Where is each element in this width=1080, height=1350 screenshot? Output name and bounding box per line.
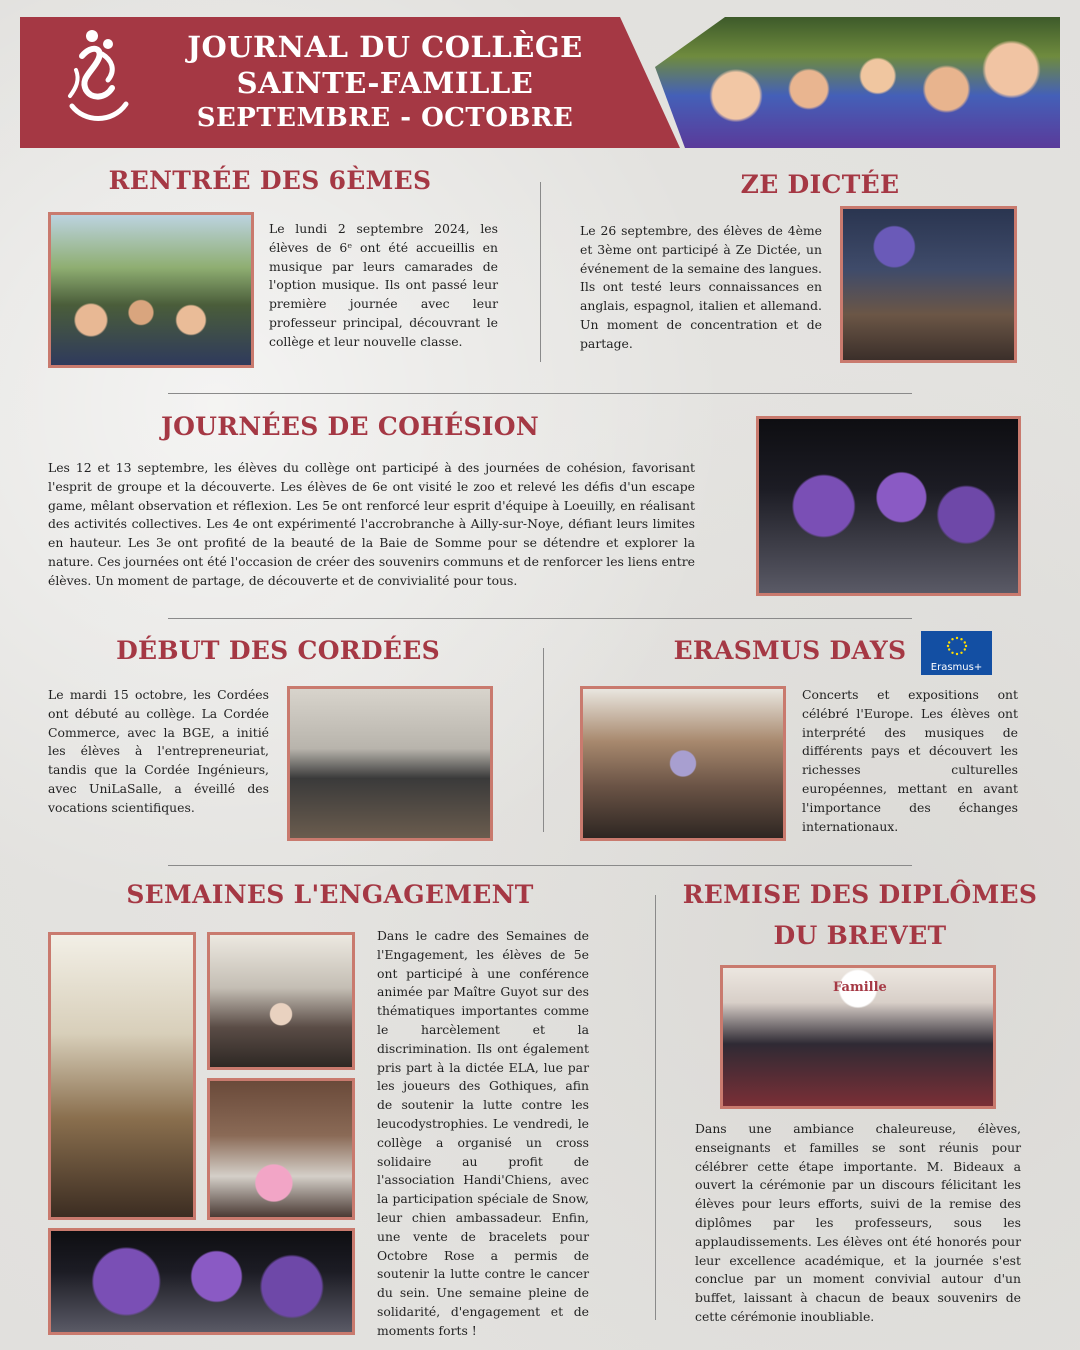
erasmus-logo-label: Erasmus+ [930,662,983,673]
divider-vertical-3 [655,895,656,1320]
section-title-brevet-line2: DU BREVET [773,921,947,950]
rentree-photo [48,212,254,368]
dictee-photo [840,206,1017,363]
engagement-photo-group [48,1228,355,1335]
engagement-text: Dans le cadre des Semaines de l'Engagement, les élèves de 5e ont participé à une conférence animée par Maître Guyot sur des thématiques importantes comme le harcèlement et la discrimination. Ils ont également pris part à la dictée ELA, lue par les joueurs des Gothiques, afin de soutenir la lutte contre les leucodystrophies. Le vendredi, le collège a organisé un cross solidaire au profit de l'association Handi'Chiens, avec la participation spéciale de Snow, leur chien ambassadeur. Enfin, une vente de bracelets pour Octobre Rose a permis de soutenir la lutte contre le cancer du sein. Une semaine pleine de solidarité, d'engagement et de moments forts ! [377,928,589,1338]
rentree-text: Le lundi 2 septembre 2024, les élèves de 6ᵉ ont été accueillis en musique par leurs camarades de l'option musique. Ils ont passé leur première journée avec leur professeur principal, découvrant le collège et leur nouvelle classe. [269,221,498,349]
dictee-text: Le 26 septembre, des élèves de 4ème et 3ème ont participé à Ze Dictée, un événement de la semaine des langues. Ils ont testé leurs connaissances en anglais, espagnol, italien et allemand. Un moment de concentration et de partage. [580,223,822,351]
engagement-photo-octobre-rose [207,1078,355,1220]
brevet-photo-banner-text: Famille [833,980,887,995]
engagement-photo-conference [48,932,196,1220]
eu-stars-icon [939,634,975,658]
school-logo-icon [62,26,134,130]
journal-title [150,17,620,148]
section-title-erasmus: ERASMUS DAYS [673,636,907,665]
section-title-dictee: ZE DICTÉE [740,170,900,199]
section-title-rentree: RENTRÉE DES 6ÈMES [108,166,432,195]
erasmus-photo [580,686,786,841]
cordees-text: Le mardi 15 octobre, les Cordées ont débuté au collège. La Cordée Commerce, avec la BGE, a initié les élèves à l'entrepreneuriat, tandis que la Cordée Ingénieurs, avec UniLaSalle, a éveillé des vocations scientifiques. [48,687,269,815]
journal-title-line1: JOURNAL DU COLLÈGE [187,30,583,65]
divider-horizontal-2 [168,618,912,619]
engagement-photo-dictee [207,932,355,1070]
brevet-photo [720,965,996,1109]
section-title-engagement: SEMAINES L'ENGAGEMENT [126,880,534,909]
cordees-photo [287,686,493,841]
divider-vertical-2 [543,648,544,832]
journal-date-range: SEPTEMBRE - OCTOBRE [196,103,574,134]
divider-vertical-1 [540,182,541,362]
divider-horizontal-3 [168,865,912,866]
cohesion-photo [756,416,1021,596]
erasmus-logo [921,631,992,675]
divider-horizontal-1 [168,393,912,394]
cohesion-text: Les 12 et 13 septembre, les élèves du collège ont participé à des journées de cohésion, favorisant l'esprit de groupe et la découverte. Les élèves de 6e ont visité le zoo et relevé les défis d'un escape game, mêlant observation et réflexion. Les 5e ont renforcé leur esprit d'équipe à Loeuilly, en réalisant des activités collectives. Les 4e ont expérimenté l'accrobranche à Ailly-sur-Noye, défiant leurs limites en hauteur. Les 3e ont profité de la beauté de la Baie de Somme pour se détendre et explorer la nature. Ces journées ont été l'occasion de créer des souvenirs communs et de renforcer les liens entre élèves. Un moment de partage, de découverte et de convivialité pour tous. [48,460,695,588]
journal-title-line2: SAINTE-FAMILLE [236,65,534,100]
section-title-brevet-line1: REMISE DES DIPLÔMES [682,880,1038,909]
section-title-cohesion: JOURNÉES DE COHÉSION [160,412,540,441]
hero-students-photo [655,17,1060,148]
brevet-text: Dans une ambiance chaleureuse, élèves, enseignants et familles se sont réunis pour célébrer cette étape importante. M. Bideaux a ouvert la cérémonie par un discours félicitant les élèves pour leurs efforts, suivi de la remise des diplômes par les professeurs, sous les applaudissements. Les élèves ont été honorés pour leur excellence académique, et la journée s'est conclue par un moment convivial autour d'un buffet, laissant à chacun de beaux souvenirs de cette cérémonie inoubliable. [695,1121,1021,1324]
section-title-cordees: DÉBUT DES CORDÉES [116,636,440,665]
erasmus-text: Concerts et expositions ont célébré l'Europe. Les élèves ont interprété des musiques de différents pays et découvert les richesses culturelles européennes, mettant en avant l'importance des échanges internationaux. [802,687,1018,834]
